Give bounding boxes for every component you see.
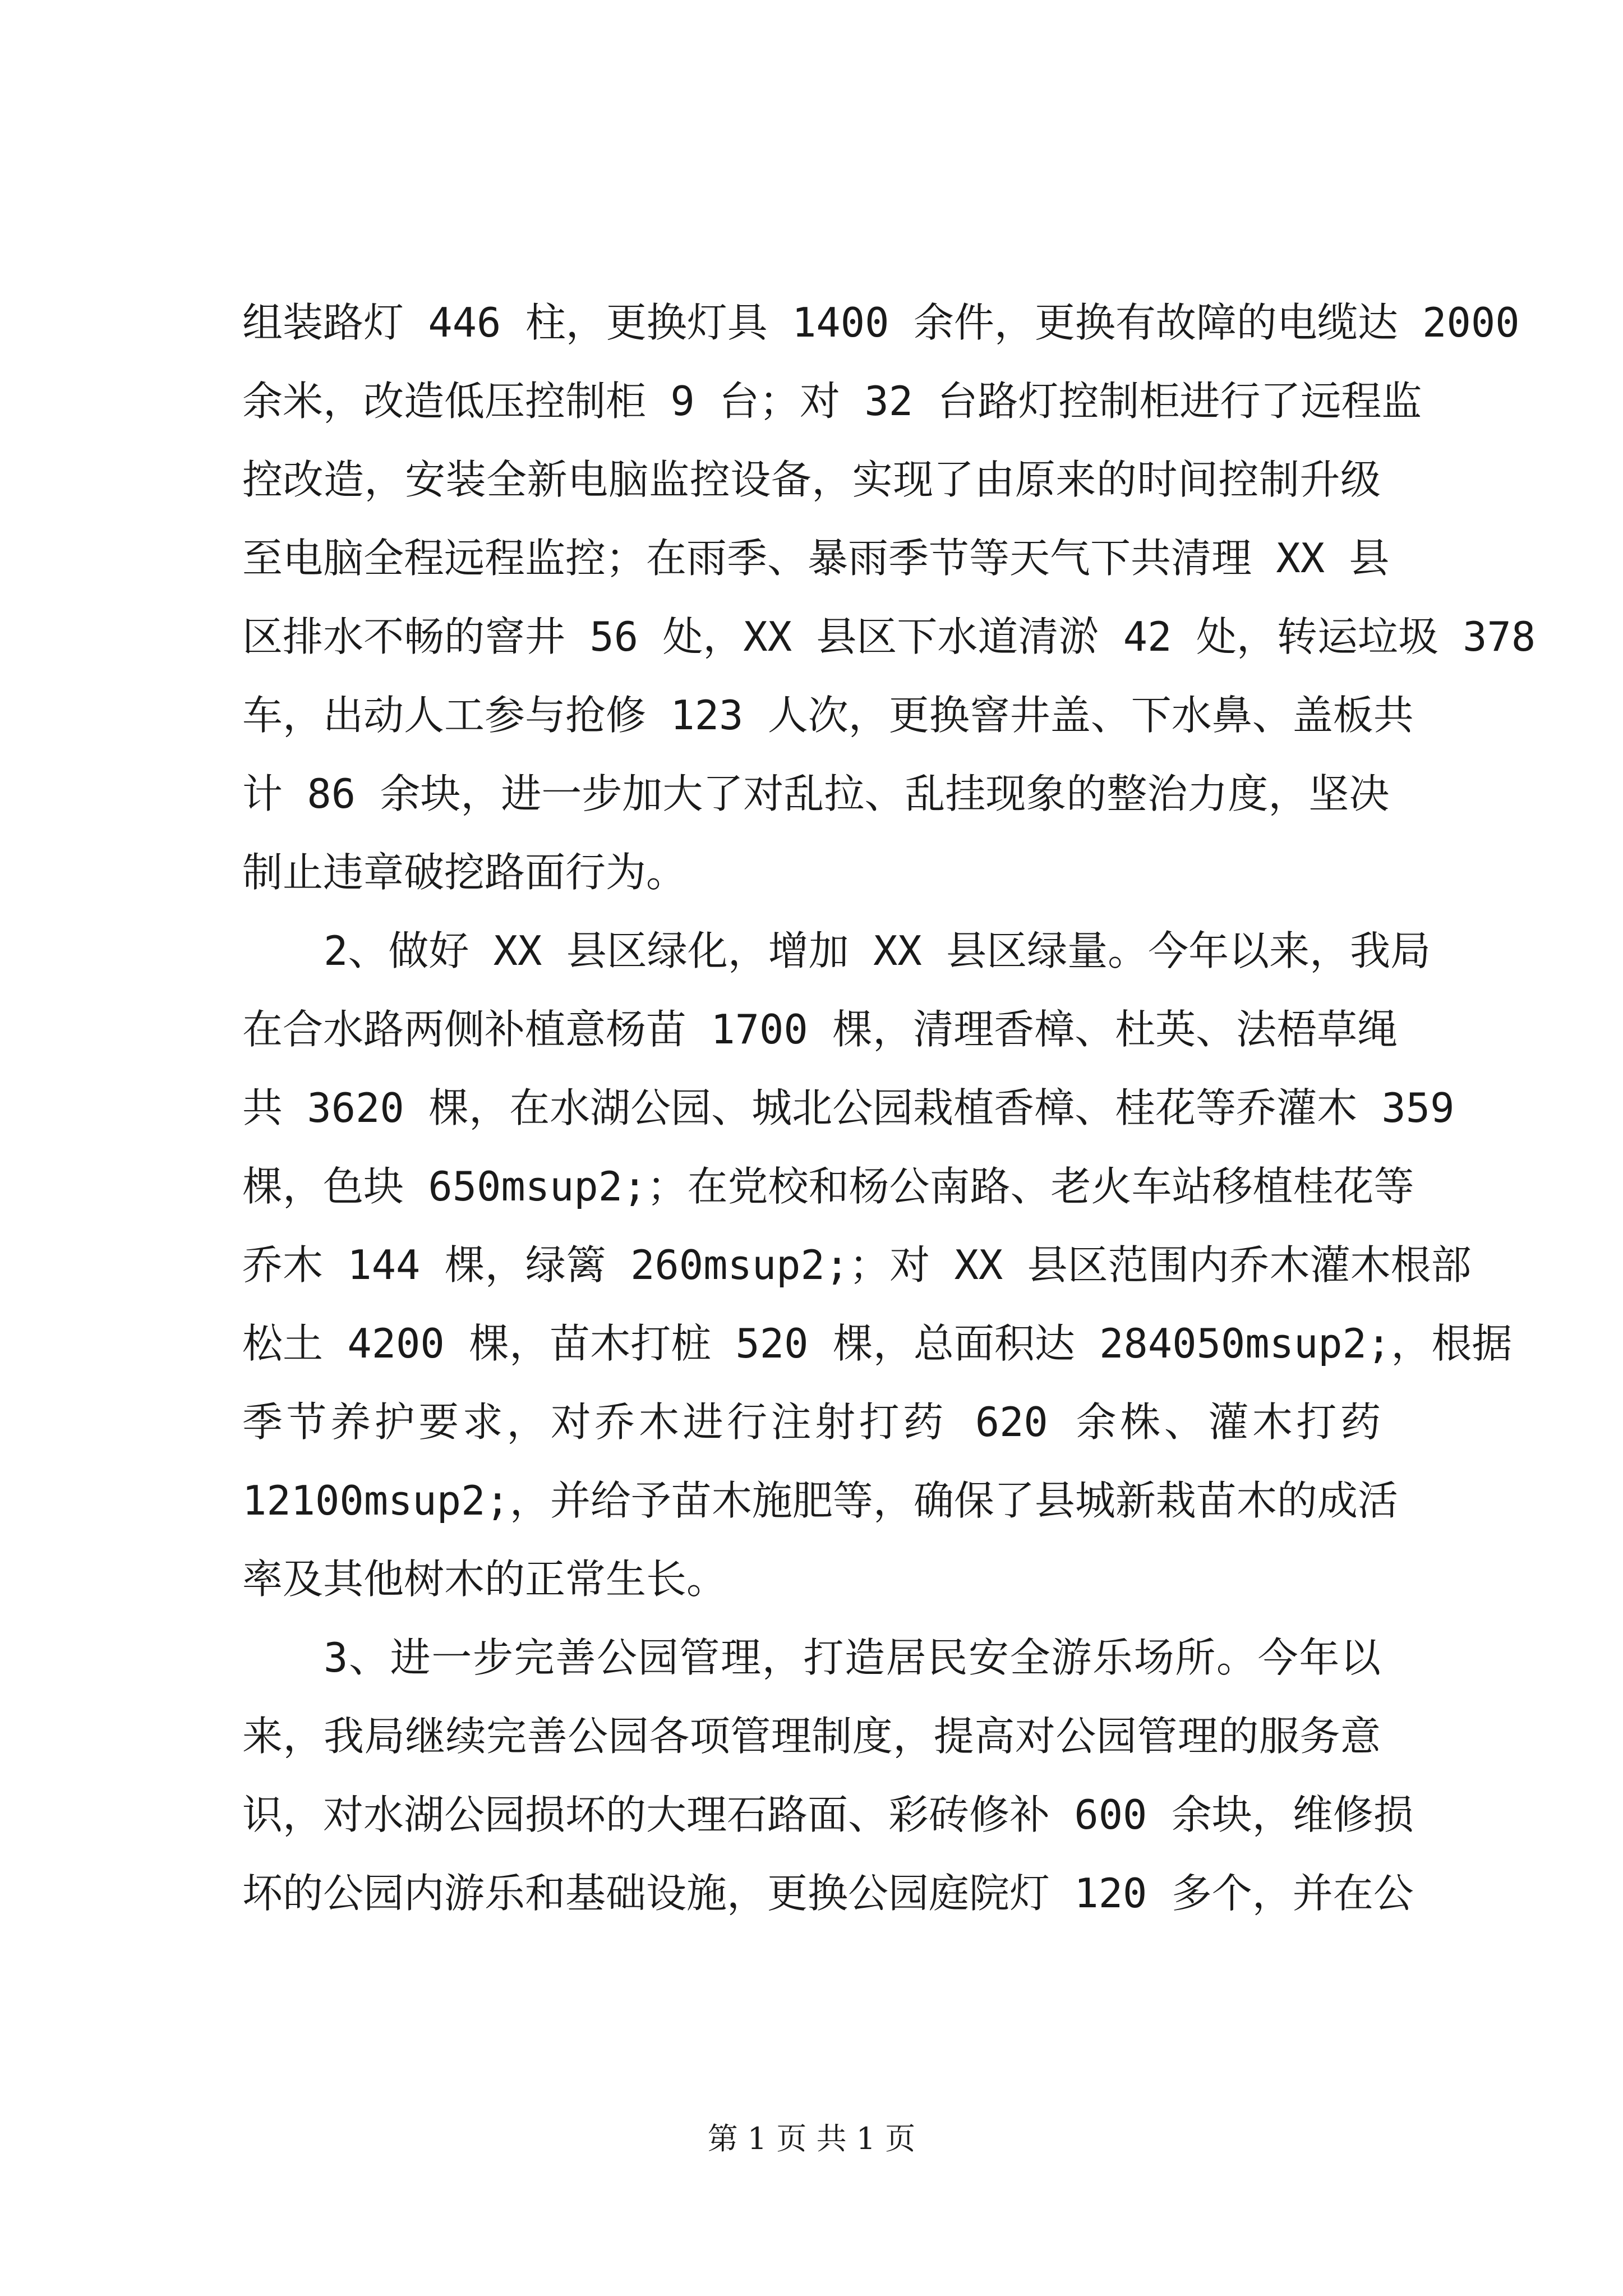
text-line: 识，对水湖公园损坏的大理石路面、彩砖修补 600 余块，维修损 [242,1791,1414,1838]
text-line: 在合水路两侧补植意杨苗 1700 棵，清理香樟、杜英、法梧草绳 [242,1006,1398,1053]
paragraph-first-line: 2、做好 XX 县区绿化，增加 XX 县区绿量。今年以来，我局 [324,927,1431,974]
text-line: 棵，色块 650msup2;；在党校和杨公南路、老火车站移植桂花等 [242,1163,1414,1210]
text-line: 区排水不畅的窨井 56 处，XX 县区下水道清淤 42 处，转运垃圾 378 [242,613,1536,660]
text-line: 12100msup2;，并给予苗木施肥等，确保了县城新栽苗木的成活 [242,1477,1398,1524]
text-line: 计 86 余块，进一步加大了对乱拉、乱挂现象的整治力度，坚决 [242,770,1390,817]
text-line: 乔木 144 棵，绿篱 260msup2;；对 XX 县区范围内乔木灌木根部 [242,1241,1472,1289]
text-line: 坏的公园内游乐和基础设施，更换公园庭院灯 120 多个，并在公 [242,1870,1414,1917]
text-line: 松土 4200 棵，苗木打桩 520 棵，总面积达 284050msup2;，根据 [242,1320,1513,1367]
text-line: 共 3620 棵，在水湖公园、城北公园栽植香樟、桂花等乔灌木 359 [242,1084,1455,1131]
text-line: 制止违章破挖路面行为。 [242,849,687,896]
text-line: 组装路灯 446 柱，更换灯具 1400 余件，更换有故障的电缆达 2000 [242,299,1520,346]
text-line: 至电脑全程远程监控；在雨季、暴雨季节等天气下共清理 XX 县 [242,535,1390,582]
text-line: 季节养护要求，对乔木进行注射打药 620 余株、灌木打药 [242,1398,1381,1446]
page-footer: 第 1 页 共 1 页 [707,2121,916,2156]
text-line: 率及其他树木的正常生长。 [242,1556,727,1603]
paragraph-first-line: 3、进一步完善公园管理，打造居民安全游乐场所。今年以 [324,1634,1381,1681]
text-line: 车，出动人工参与抢修 123 人次，更换窨井盖、下水鼻、盖板共 [242,692,1414,739]
text-line: 余米，改造低压控制柜 9 台；对 32 台路灯控制柜进行了远程监 [242,378,1422,425]
text-line: 控改造，安装全新电脑监控设备，实现了由原来的时间控制升级 [242,456,1381,503]
text-line: 来，我局继续完善公园各项管理制度，提高对公园管理的服务意 [242,1713,1381,1760]
